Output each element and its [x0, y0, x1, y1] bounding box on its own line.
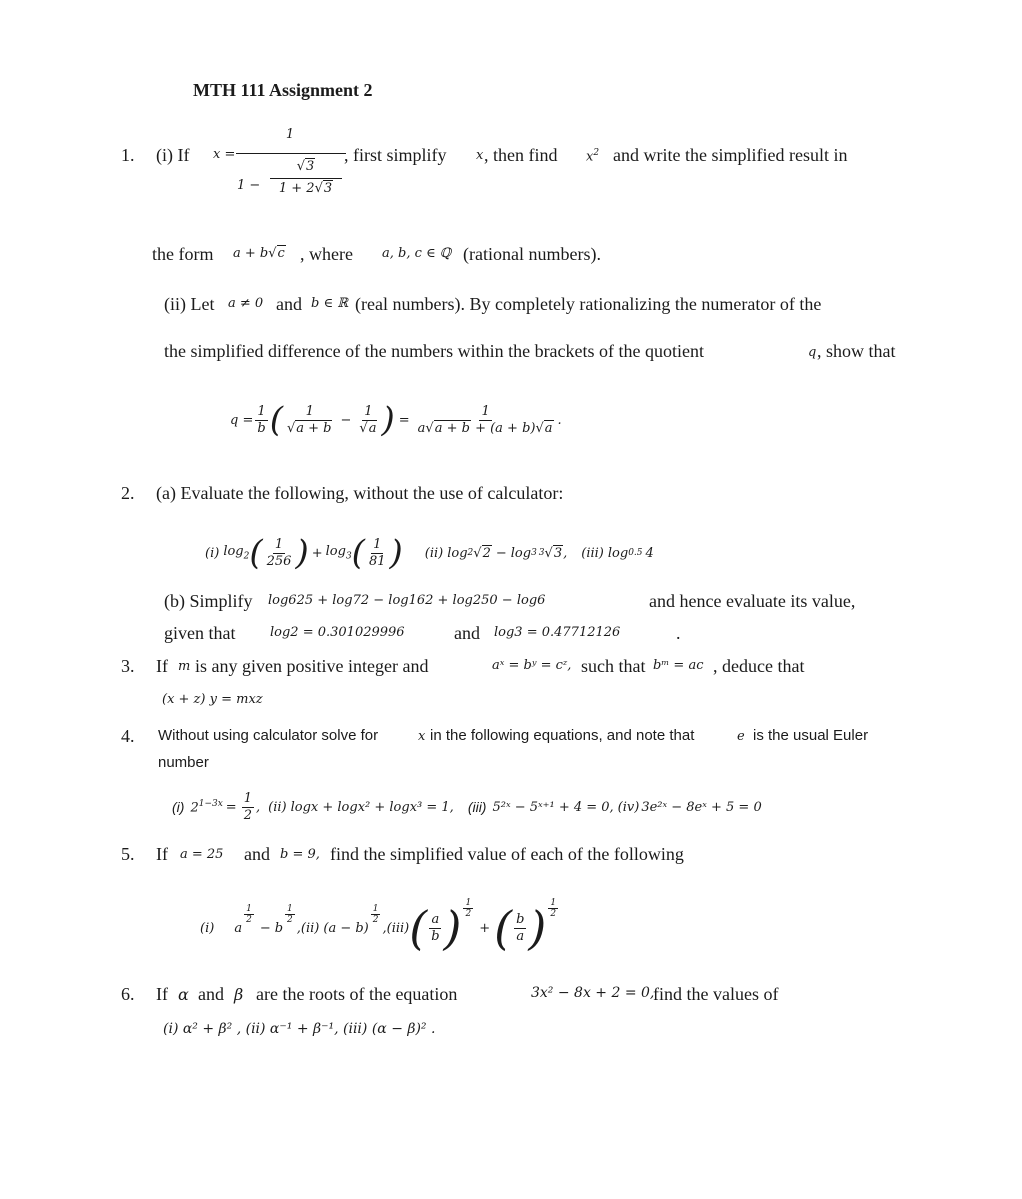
body-text: are the roots of the equation [256, 984, 458, 1004]
math-variable: e [737, 729, 745, 744]
fraction-denominator: a [516, 928, 525, 944]
right-paren: ) [528, 901, 547, 955]
math-expression: aˣ = bʸ = cᶻ, [492, 658, 572, 673]
math-expression: log625 + log72 − log162 + log250 − log6 [268, 593, 546, 608]
body-text: is the usual Euler [753, 727, 869, 744]
right-paren: ) [295, 533, 309, 573]
radicand: a [544, 420, 553, 436]
math-expression: b ∈ ℝ [311, 296, 349, 311]
part-label: (iv) [617, 799, 640, 815]
operator: + [479, 920, 491, 936]
root-index: 3 [538, 548, 545, 558]
fraction [416, 404, 556, 437]
operator: = [225, 799, 237, 815]
fraction [429, 912, 441, 945]
body-text: (a) Evaluate the following, without the use of calculator: [156, 483, 564, 503]
math-base: 2 [190, 800, 199, 816]
body-text: the form [152, 244, 214, 264]
body-text: find the values of [653, 984, 779, 1004]
body-text: If [156, 656, 168, 676]
question-number: 6. [121, 984, 135, 1004]
fraction-numerator: 1 [257, 403, 266, 419]
body-text: given that [164, 623, 236, 643]
body-text: and [244, 844, 270, 864]
fraction-numerator: 1 [246, 903, 252, 914]
math-variable [586, 148, 599, 164]
radicand: 3 [323, 181, 333, 196]
math-expression: bᵐ = ac [653, 658, 704, 673]
question-number: 4. [121, 726, 135, 746]
body-text: , then find [484, 145, 558, 165]
inner-fraction: √3 1 + 2√3 [270, 159, 342, 197]
fraction-denominator: 2 [287, 914, 293, 925]
punctuation: , [563, 545, 568, 561]
math-variable: β [234, 985, 244, 1004]
math-variable: α [178, 985, 189, 1004]
fraction-denominator: 81 [368, 553, 386, 569]
fraction [265, 537, 294, 570]
radicand: a + b [296, 420, 332, 436]
radicand: a [368, 420, 377, 436]
fraction [236, 126, 344, 144]
math-expression: (i) α² + β² , (ii) α⁻¹ + β⁻¹, (iii) (α − β)² . [163, 1021, 436, 1037]
part-label: (ii) Let [164, 294, 215, 314]
math-expression-part: a [417, 420, 426, 436]
radicand: 3 [306, 159, 315, 174]
math-expression: 3x² − 8x + 2 = 0, [531, 985, 655, 1001]
body-text: Without using calculator solve for [158, 727, 379, 744]
math-expression: (x + z) y = mxz [162, 692, 263, 707]
fraction-denominator: 2 [465, 908, 472, 919]
part-label: (i) [172, 799, 185, 815]
body-text: , first simplify [344, 145, 447, 165]
body-text: is any given positive integer and [195, 656, 429, 676]
question-number: 3. [121, 656, 135, 676]
right-paren: ) [381, 400, 395, 440]
math-expression: log2 = 0.301029996 [270, 625, 405, 640]
fraction-numerator: 1 [287, 903, 293, 914]
math-expression: q = [230, 412, 254, 428]
punctuation: . [557, 412, 562, 428]
body-text: If [156, 844, 168, 864]
left-paren: ( [269, 400, 283, 440]
math-variable: x [418, 729, 426, 744]
display-equation: (i) $2^{1-3x}$ = $\frac{1}{2}$ , (ii) logx + logx² + logx³ = 1, (iii) 5²ˣ − 5ˣ⁺¹ + 4 = 0, (iv) 3e²ˣ − 8eˣ + 5 = 0 [172, 790, 762, 823]
math-expression: 3e²ˣ − 8eˣ + 5 = 0 [641, 799, 762, 815]
log-expression [223, 544, 249, 562]
body-text: If [156, 984, 168, 1004]
log-label: log [447, 545, 468, 561]
math-expression-part: a + b [233, 246, 269, 261]
question-number: 1. [121, 145, 135, 165]
exponent-fraction [285, 904, 295, 925]
left-paren: ( [494, 901, 513, 955]
math-expression: x = [213, 147, 236, 162]
log-label: log [325, 544, 346, 560]
display-equation: (i) $\log_2$ ( $\frac{1}{256}$ ) + $\log_3$ ( $\frac{1}{81}$ ) (ii) log 2 √ 2 − log 3 3 √ 3 , (iii) log 0.5 4 [205, 533, 654, 573]
exponent-fraction [244, 904, 254, 925]
fraction-denominator: √a + b [286, 420, 332, 436]
math-variable-x: x [586, 149, 594, 165]
body-text: number [158, 754, 209, 771]
math-expression: b = 9, [280, 847, 320, 862]
fraction-numerator: 1 [550, 897, 557, 908]
math-expression: 1 + 2 [278, 181, 315, 196]
math-expression: log3 = 0.47712126 [494, 625, 621, 640]
exponent: 1−3x [198, 798, 223, 809]
body-text: and [198, 984, 224, 1004]
body-text: (real numbers). By completely rationalizing the numerator of the [355, 294, 822, 314]
fraction-denominator: 2 [243, 807, 252, 823]
fraction-denominator: √a [359, 420, 377, 436]
part-label: ,(iii) [382, 920, 410, 936]
body-text: and [454, 623, 480, 643]
page-title: MTH 111 Assignment 2 [193, 80, 373, 100]
log-label: log [607, 545, 629, 561]
part-label: (i) [200, 920, 215, 936]
body-text: , deduce that [713, 656, 805, 676]
display-equation [200, 898, 560, 958]
part-label: (iii) [467, 799, 487, 815]
body-text: the simplified difference of the numbers within the brackets of the quotient [164, 341, 705, 361]
display-equation [230, 392, 562, 448]
exponent-fraction [371, 904, 381, 925]
fraction-denominator: 256 [266, 553, 292, 569]
fraction-bar [236, 153, 346, 154]
question-number: 5. [121, 844, 135, 864]
fraction-numerator: 1 [243, 790, 252, 806]
math-variable: x [476, 148, 484, 163]
math-expression [190, 799, 222, 815]
math-expression: 5²ˣ − 5ˣ⁺¹ + 4 = 0, [492, 799, 614, 815]
left-paren: ( [249, 533, 263, 573]
fraction-numerator: 1 [372, 903, 379, 914]
part-label: (iii) [581, 545, 604, 561]
body-text: , show that [817, 341, 896, 361]
log-argument: 4 [645, 545, 654, 561]
fraction [255, 404, 267, 437]
fraction-numerator: 1 [305, 403, 314, 419]
fraction-denominator: b [257, 420, 266, 436]
fraction-numerator: 1 [364, 403, 373, 419]
part-label: (ii) [268, 799, 287, 815]
exponent-fraction [463, 898, 473, 919]
math-expression: a, b, c ∈ ℚ [382, 246, 452, 261]
right-paren: ) [389, 533, 403, 573]
math-base: a [234, 920, 243, 936]
operator: − [259, 920, 271, 936]
math-expression: a + b√c [233, 246, 285, 261]
math-expression: (a − b) [323, 920, 369, 936]
fraction [514, 912, 526, 945]
fraction-numerator: b [516, 911, 525, 927]
fraction-numerator: 1 [373, 536, 382, 552]
fraction [242, 791, 254, 824]
operator: + [311, 545, 323, 561]
math-expression: a = 25 [180, 847, 224, 862]
fraction [285, 404, 335, 437]
body-text: and write the simplified result in [613, 145, 848, 165]
fraction-denominator: 2 [372, 914, 379, 925]
fraction [357, 404, 379, 437]
fraction-numerator: 1 [481, 403, 490, 419]
log-expression [326, 544, 352, 562]
body-text: (rational numbers). [463, 244, 601, 264]
fraction [367, 537, 388, 570]
math-base: b [274, 920, 284, 936]
left-paren: ( [351, 533, 365, 573]
log-base: 3 [531, 548, 537, 558]
fraction-denominator: 2 [246, 914, 252, 925]
left-paren: ( [409, 901, 428, 955]
question-number: 2. [121, 483, 135, 503]
part-label: (b) Simplify [164, 591, 253, 611]
exponent: 2 [593, 148, 600, 158]
exponent-fraction [548, 898, 558, 919]
radicand: c [277, 246, 285, 261]
operator: − [340, 412, 352, 428]
log-base: 0.5 [628, 548, 643, 558]
part-label: (i) [205, 545, 220, 561]
radicand: 2 [482, 546, 491, 561]
fraction-numerator: 1 [274, 536, 284, 552]
math-expression: logx + logx² + logx³ = 1, [290, 799, 454, 815]
right-paren: ) [443, 901, 462, 955]
body-text: and [276, 294, 302, 314]
operator: − [495, 545, 507, 561]
body-text: find the simplified value of each of the following [330, 844, 684, 864]
body-text: , where [300, 244, 353, 264]
math-variable: m [178, 659, 191, 674]
fraction-numerator: 1 [465, 897, 472, 908]
math-expression-part: + (a + b) [475, 420, 536, 436]
log-base: 2 [467, 548, 474, 558]
punctuation: . [676, 623, 681, 643]
body-text: in the following equations, and note that [430, 727, 695, 744]
fraction-denominator: a√a + b + (a + b)√a [417, 420, 553, 436]
log-base: 2 [243, 551, 250, 562]
operator: = [398, 412, 410, 428]
fraction-denominator: b [431, 928, 440, 944]
radicand: a + b [434, 420, 470, 436]
fraction-numerator: a [431, 911, 440, 927]
log-label: log [223, 544, 244, 560]
math-expression: 1 − [237, 178, 261, 193]
radicand: 3 [553, 546, 563, 561]
part-label: ,(ii) [296, 920, 320, 936]
body-text: such that [581, 656, 646, 676]
fraction-numerator: 1 [285, 127, 295, 142]
log-base: 3 [345, 551, 352, 562]
body-text: and hence evaluate its value, [649, 591, 856, 611]
part-label: (i) If [156, 145, 190, 165]
math-variable: q [808, 345, 817, 360]
math-expression: a ≠ 0 [228, 296, 264, 311]
log-label: log [510, 545, 532, 561]
part-label: (ii) [424, 545, 444, 561]
fraction-denominator: 2 [550, 908, 557, 919]
